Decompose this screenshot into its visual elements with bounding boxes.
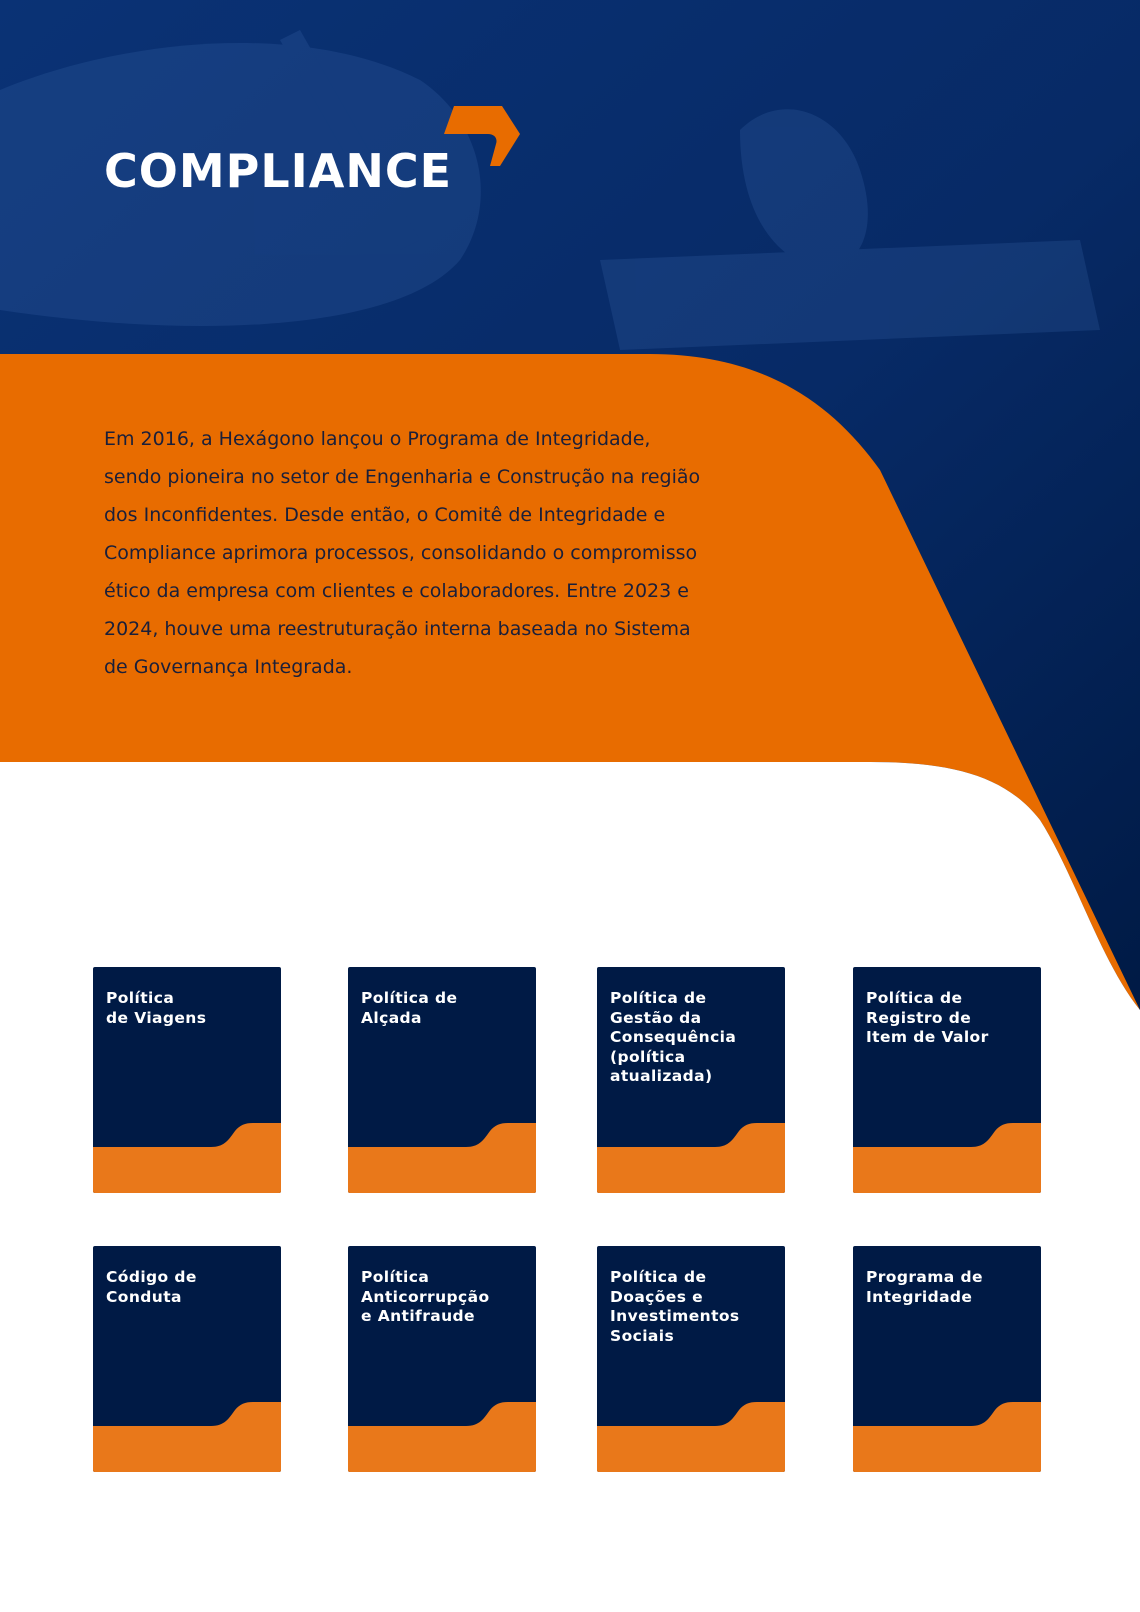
intro-line: sendo pioneira no setor de Engenharia e Construção na região [104,466,701,488]
document-card-footer-wave [93,1402,281,1472]
document-card-title [866,989,1034,1048]
intro-line: Em 2016, a Hexágono lançou o Programa de Integridade, [104,428,651,450]
document-card-title-line: Política de [361,989,458,1007]
document-card-title-line: Política [361,1268,430,1286]
intro-line: dos Inconfidentes. Desde então, o Comitê de Integridade e [104,504,666,526]
document-card-title [610,1268,778,1346]
document-card-title-line: de Viagens [106,1008,207,1027]
document-card-footer-wave [348,1402,536,1472]
intro-line: ético da empresa com clientes e colaboradores. Entre 2023 e [104,580,689,602]
document-card-title-line: Programa de [866,1268,983,1286]
document-card-title-line: Política de [610,1268,707,1286]
document-card-footer-wave [93,1123,281,1193]
document-card-title-line: Investimentos [610,1307,740,1325]
document-card-title-line: Gestão da [610,1008,702,1027]
document-card-title-line: Registro de [866,1008,972,1027]
document-card-footer-wave [597,1402,785,1472]
document-card-title-line: Anticorrupção [361,1287,490,1306]
intro-paragraph [104,420,744,686]
document-card-title-line: (política [610,1047,686,1066]
document-card[interactable] [93,1246,281,1472]
document-card-title [361,1268,529,1327]
document-card-title [866,1268,1034,1307]
document-card-title-line: Sociais [610,1326,675,1345]
hexagon-arrow-logo-icon [444,104,522,168]
document-card[interactable] [853,1246,1041,1472]
document-card[interactable] [93,967,281,1193]
document-card-title-line: Conduta [106,1287,182,1306]
document-card-title-line: Política de [610,989,707,1007]
page-title: COMPLIANCE [104,144,453,198]
document-card-title-line: Consequência [610,1028,737,1046]
document-card-footer-wave [853,1123,1041,1193]
document-card-title-line: Política de [866,989,963,1007]
document-card[interactable] [348,967,536,1193]
document-card-title-line: Item de Valor [866,1028,989,1046]
document-card-title-line: Política [106,989,175,1007]
document-card-title [106,1268,274,1307]
intro-line: Compliance aprimora processos, consolidando o compromisso [104,542,698,564]
document-card-title-line: Doações e [610,1287,704,1306]
intro-line: 2024, houve uma reestruturação interna baseada no Sistema [104,618,691,640]
document-card-title-line: Integridade [866,1287,973,1306]
document-card-footer-wave [348,1123,536,1193]
document-card-title-line: Alçada [361,1008,422,1027]
intro-line: de Governança Integrada. [104,656,353,678]
document-card-title [106,989,274,1028]
document-card[interactable] [597,1246,785,1472]
document-card-title [610,989,778,1087]
document-card[interactable] [597,967,785,1193]
document-card-title-line: e Antifraude [361,1307,475,1325]
document-card-title-line: atualizada) [610,1067,713,1085]
document-card[interactable] [348,1246,536,1472]
document-card-footer-wave [597,1123,785,1193]
document-card[interactable] [853,967,1041,1193]
document-card-title [361,989,529,1028]
document-card-title-line: Código de [106,1268,197,1286]
document-card-footer-wave [853,1402,1041,1472]
